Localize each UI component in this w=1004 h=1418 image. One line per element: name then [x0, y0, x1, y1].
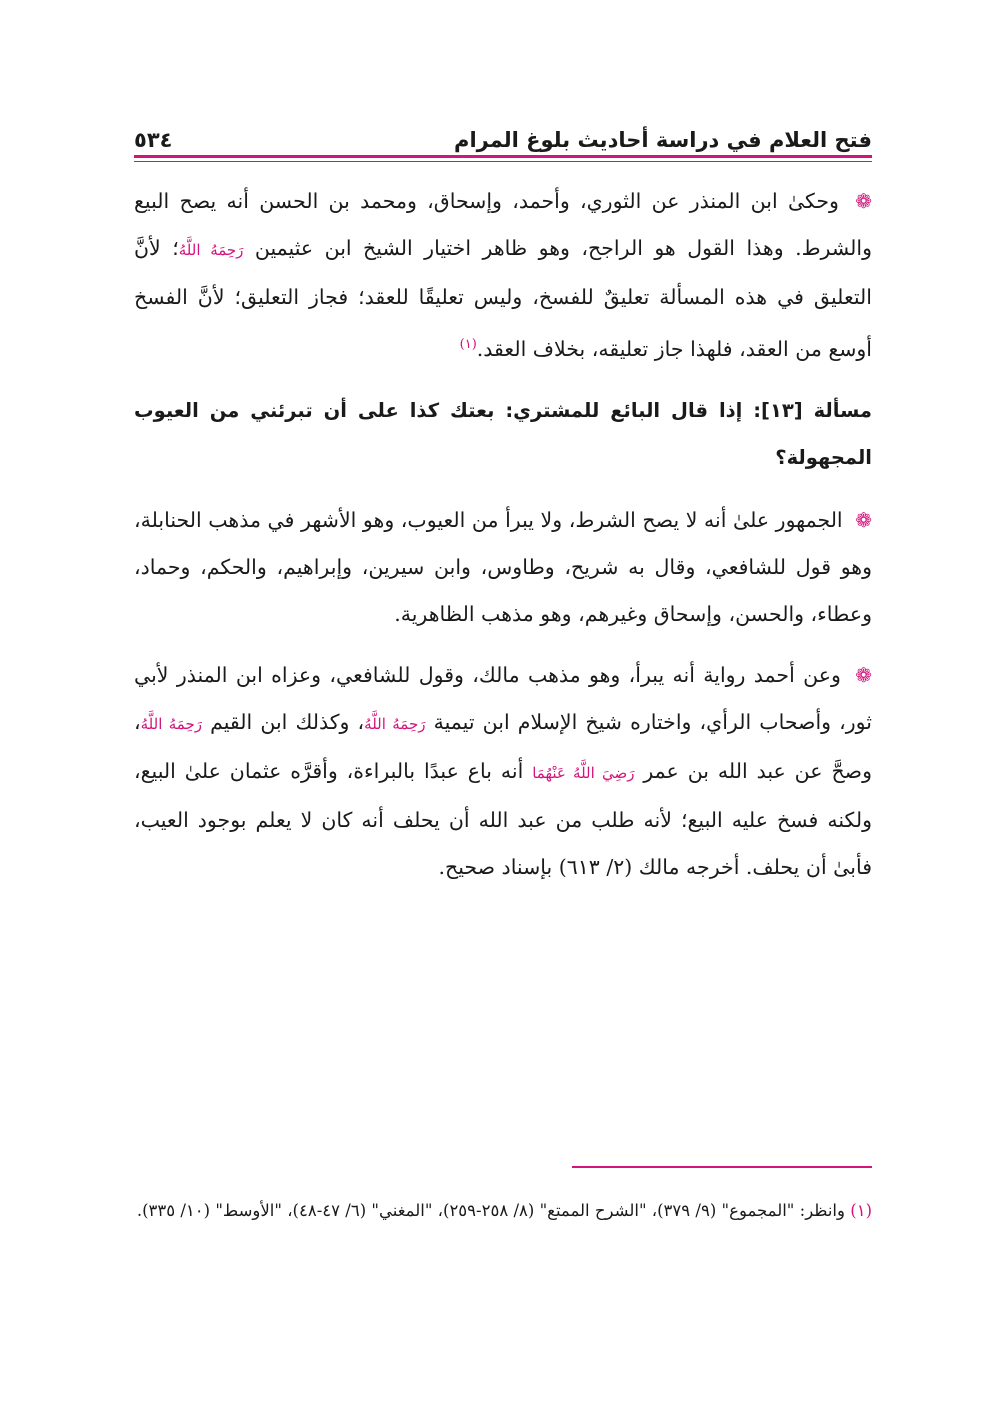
paragraph-3-text-c: ، وصحَّ عن عبد الله بن عمر: [134, 709, 872, 783]
issue-heading: مسألة [١٣]: إذا قال البائع للمشتري: بعتك كذا على أن تبرئني من العيوب المجهولة؟: [134, 398, 872, 469]
main-text: [134, 178, 872, 905]
paragraph-3-text-a: وعن أحمد رواية أنه يبرأ، وهو مذهب مالك، وقول للشافعي، وعزاه ابن المنذر لأبي ثور، وأصحاب الرأي، واختاره شيخ الإسلام ابن تيمية: [134, 662, 872, 734]
flower-bullet-icon: ❁: [855, 507, 872, 532]
running-header: [134, 124, 872, 152]
footnote-number: (١): [850, 1201, 872, 1220]
paragraph-3: [134, 652, 872, 891]
flower-bullet-icon: ❁: [855, 662, 872, 687]
paragraph-1: [134, 178, 872, 373]
header-rule-thick: [134, 155, 872, 158]
paragraph-1-text-b: ؛ لأنَّ التعليق في هذه المسألة تعليقٌ للفسخ، وليس تعليقًا للعقد؛ فجاز التعليق؛ لأنَّ الفسخ أوسع من العقد، فلهذا جاز تعليقه، بخلاف العقد.: [134, 236, 872, 361]
honorific: رَحِمَهُ اللَّهُ: [364, 714, 426, 733]
footnote: [134, 1193, 872, 1229]
honorific: رَحِمَهُ اللَّهُ: [178, 241, 244, 259]
paragraph-3-text-d: أنه باع عبدًا بالبراءة، وأقرَّه عثمان علىٰ البيع، ولكنه فسخ عليه البيع؛ لأنه طلب من عبد الله أن يحلف أنه كان لا يعلم بوجود العيب، فأبىٰ أن يحلف. أخرجه مالك (٢/ ٦١٣) بإسناد صحيح.: [134, 758, 872, 879]
footnote-ref[interactable]: (١): [459, 337, 477, 352]
paragraph-2: [134, 497, 872, 638]
page-number: ٥٣٤: [134, 128, 173, 152]
flower-bullet-icon: ❁: [855, 189, 872, 213]
paragraph-3-text-b: ، وكذلك ابن القيم: [210, 709, 365, 734]
footnote-separator: [572, 1166, 872, 1168]
footnote-text: وانظر: "المجموع" (٩/ ٣٧٩)، "الشرح الممتع" (٨/ ٢٥٨-٢٥٩)، "المغني" (٦/ ٤٧-٤٨)، "الأوسط" (١٠/ ٣٣٥).: [136, 1201, 845, 1220]
book-title: فتح العلام في دراسة أحاديث بلوغ المرام: [454, 128, 872, 152]
paragraph-1-text-a: وحكىٰ ابن المنذر عن الثوري، وأحمد، وإسحاق، ومحمد بن الحسن أنه يصح البيع والشرط. وهذا القول هو الراجح، وهو ظاهر اختيار الشيخ ابن عثيمين: [134, 189, 872, 260]
honorific: رَحِمَهُ اللَّهُ: [140, 714, 202, 733]
header-rule-thin: [134, 161, 872, 162]
paragraph-2-text: الجمهور علىٰ أنه لا يصح الشرط، ولا يبرأ من العيوب، وهو الأشهر في مذهب الحنابلة، وهو قول للشافعي، وقال به شريح، وطاوس، وابن سيرين، وإبراهيم، والحكم، وحماد، وعطاء، والحسن، وإسحاق وغيرهم، وهو مذهب الظاهرية.: [134, 507, 872, 626]
honorific: رَضِيَ اللَّهُ عَنْهُمَا: [532, 763, 635, 782]
